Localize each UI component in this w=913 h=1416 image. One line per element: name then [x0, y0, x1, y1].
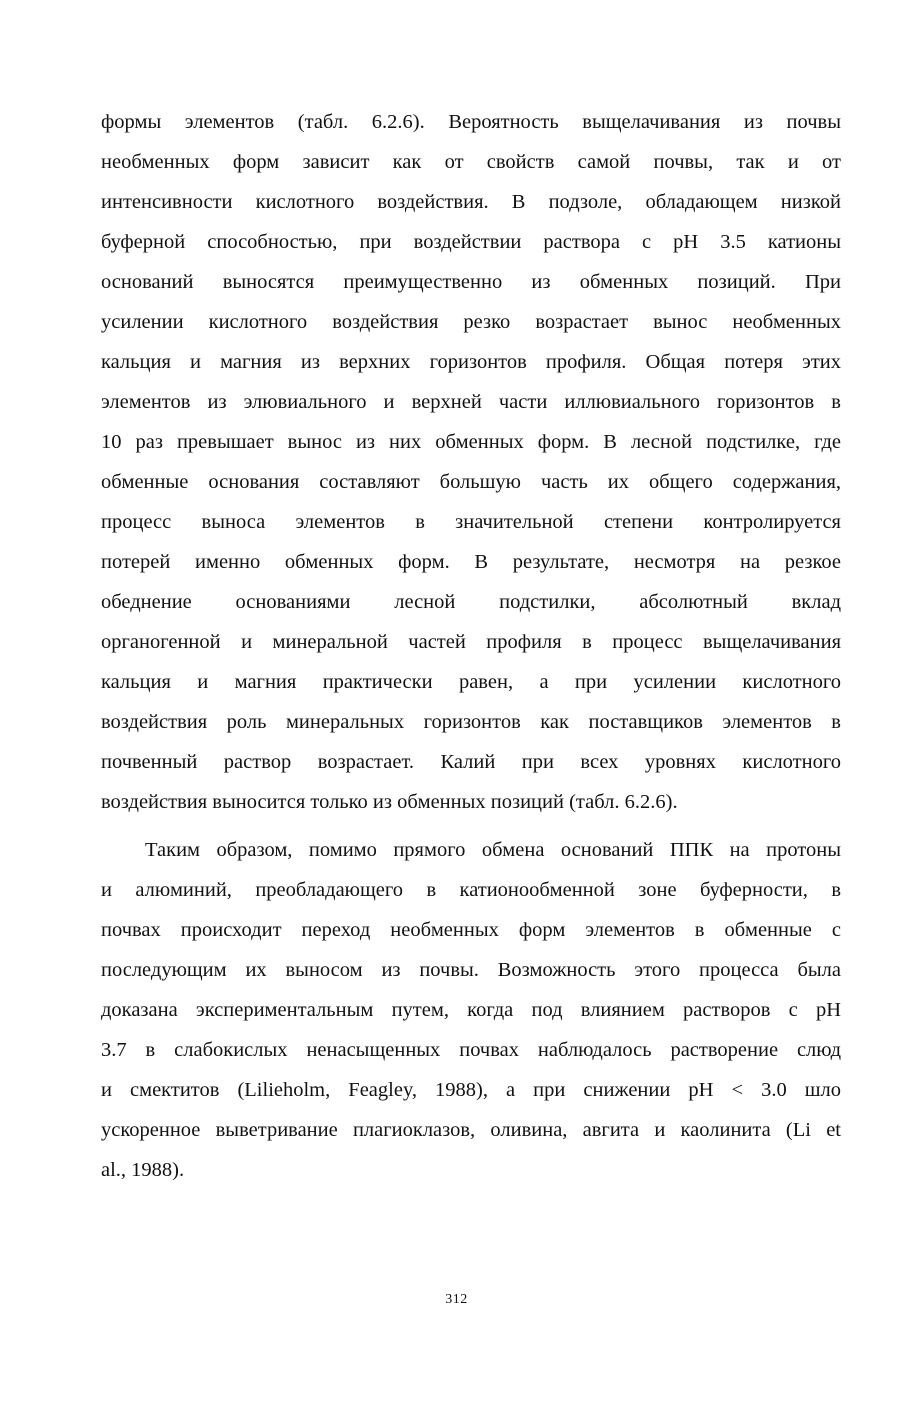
text-line: усилении кислотного воздействия резко возрастает вынос необменных	[101, 311, 841, 333]
text-line: обеднение основаниями лесной подстилки, абсолютный вклад	[101, 591, 841, 613]
paragraph-gap	[101, 822, 841, 830]
page-number: 312	[445, 1292, 468, 1307]
text-line: обменные основания составляют большую часть их общего содержания,	[101, 471, 841, 493]
text-line: элементов из элювиального и верхней части иллювиального горизонтов в	[101, 391, 841, 413]
text-line: и алюминий, преобладающего в катионообменной зоне буферности, в	[101, 879, 841, 901]
text-line: процесс выноса элементов в значительной степени контролируется	[101, 511, 841, 533]
text-line: 10 раз превышает вынос из них обменных форм. В лесной подстилке, где	[101, 431, 841, 453]
text-line: и смектитов (Lilieholm, Feagley, 1988), а при снижении рН < 3.0 шло	[101, 1079, 841, 1101]
text-line: кальция и магния из верхних горизонтов профиля. Общая потеря этих	[101, 351, 841, 373]
text-line: буферной способностью, при воздействии раствора с рН 3.5 катионы	[101, 231, 841, 253]
text-line: необменных форм зависит как от свойств самой почвы, так и от	[101, 151, 841, 173]
text-line: доказана экспериментальным путем, когда под влиянием растворов с рН	[101, 999, 841, 1021]
text-line: воздействия выносится только из обменных позиций (табл. 6.2.6).	[101, 791, 678, 813]
text-line: интенсивности кислотного воздействия. В подзоле, обладающем низкой	[101, 191, 841, 213]
text-line: потерей именно обменных форм. В результате, несмотря на резкое	[101, 551, 841, 573]
text-line: органогенной и минеральной частей профиля в процесс выщелачивания	[101, 631, 841, 653]
text-line: Таким образом, помимо прямого обмена оснований ППК на протоны	[145, 839, 841, 861]
text-line: почвах происходит переход необменных форм элементов в обменные с	[101, 919, 841, 941]
text-line: формы элементов (табл. 6.2.6). Вероятность выщелачивания из почвы	[101, 111, 841, 133]
text-line: al., 1988).	[101, 1159, 185, 1181]
text-line: ускоренное выветривание плагиоклазов, оливина, авгита и каолинита (Li et	[101, 1119, 841, 1141]
text-line: оснований выносятся преимущественно из обменных позиций. При	[101, 271, 841, 293]
text-line: воздействия роль минеральных горизонтов как поставщиков элементов в	[101, 711, 841, 733]
text-line: кальция и магния практически равен, а при усилении кислотного	[101, 671, 841, 693]
body-text	[101, 102, 841, 1190]
text-line: почвенный раствор возрастает. Калий при всех уровнях кислотного	[101, 751, 841, 773]
paragraph-1	[101, 102, 841, 822]
paragraph-2	[101, 830, 841, 1190]
text-line: последующим их выносом из почвы. Возможность этого процесса была	[101, 959, 841, 981]
text-line: 3.7 в слабокислых ненасыщенных почвах наблюдалось растворение слюд	[101, 1039, 841, 1061]
